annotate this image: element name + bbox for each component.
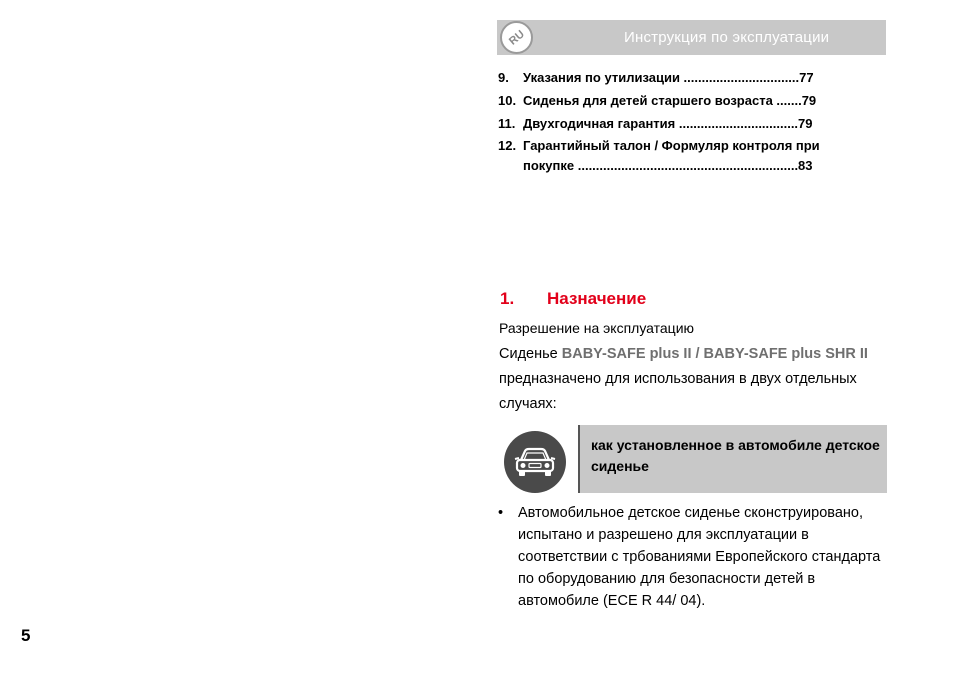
intro-paragraph xyxy=(499,342,889,417)
product-name: BABY-SAFE plus II / BABY-SAFE plus SHR II xyxy=(561,346,868,362)
toc-number: 9. xyxy=(498,70,509,85)
bullet-text: Автомобильное детское сиденье сконструировано, испытано и разрешено для эксплуатации в соответствии с трбованиями Европейского стандарта по оборудованию для безопасности детей в автомобиле (ECE R 44/ 04). xyxy=(518,505,881,609)
toc-text: Гарантийный талон / Формуляр контроля при xyxy=(523,138,820,153)
intro-prefix: Сиденье xyxy=(499,346,562,362)
approval-title: Разрешение на эксплуатацию xyxy=(499,320,695,336)
info-box-text: как установленное в автомобиле детское сиденье xyxy=(591,437,880,474)
toc-item xyxy=(498,112,886,135)
section-title: Назначение xyxy=(547,289,647,308)
toc-text: Двухгодичная гарантия .................................79 xyxy=(523,116,813,131)
toc-item xyxy=(498,66,886,89)
toc-text-block xyxy=(523,136,886,176)
table-of-contents xyxy=(498,66,886,176)
page-number: 5 xyxy=(21,626,31,645)
car-front-icon xyxy=(504,431,566,493)
language-badge xyxy=(500,21,533,54)
header-title: Инструкция по эксплуатации xyxy=(624,29,830,46)
toc-text: Сиденья для детей старшего возраста .......79 xyxy=(523,93,817,108)
section-number: 1. xyxy=(500,289,515,308)
toc-number: 12. xyxy=(498,138,517,153)
intro-suffix: предназначено для использования в двух отдельных случаях: xyxy=(499,371,857,412)
toc-number: 11. xyxy=(498,116,516,131)
toc-text-continued: покупке .............................................................83 xyxy=(523,158,813,173)
bullet-mark: • xyxy=(498,505,504,521)
toc-text: Указания по утилизации ................................77 xyxy=(523,70,814,85)
toc-item xyxy=(498,136,886,176)
bullet-list xyxy=(498,502,888,612)
section-heading xyxy=(500,289,646,309)
toc-number: 10. xyxy=(498,93,517,108)
list-item xyxy=(498,502,888,612)
language-code: RU xyxy=(506,27,527,48)
toc-item xyxy=(498,89,886,112)
